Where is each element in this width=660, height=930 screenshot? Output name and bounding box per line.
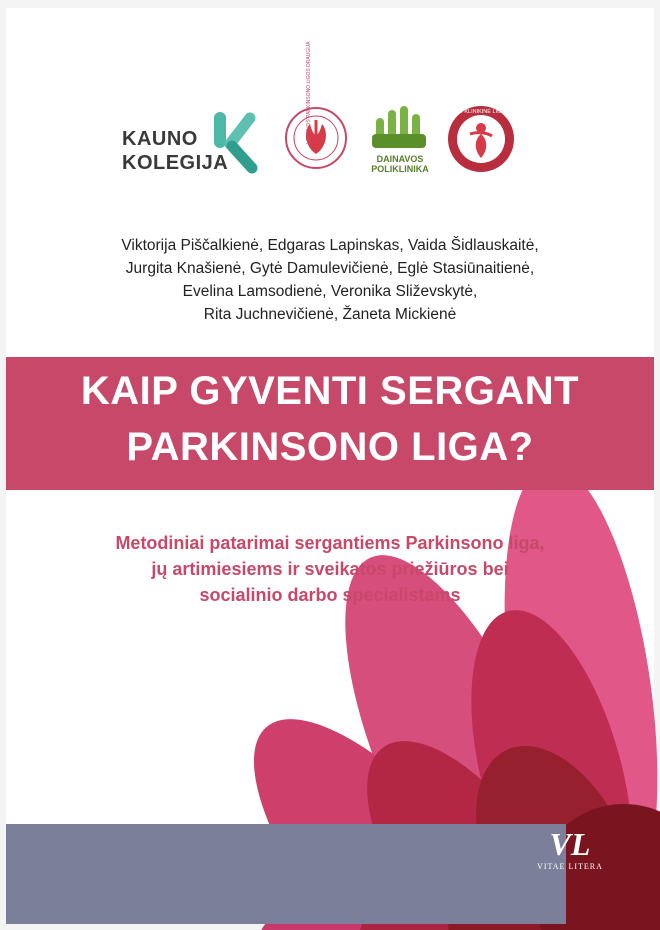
title-band xyxy=(6,357,654,490)
plla-ring-text: LIETUVOS PARKINSONO LIGOS DRAUGIJA xyxy=(306,41,312,144)
k-mark-icon xyxy=(210,108,260,178)
vl-text: VITAE LITERA xyxy=(537,862,603,871)
title-line-1: KAIP GYVENTI SERGANT xyxy=(80,369,580,413)
vitae-litera-logo xyxy=(530,826,610,886)
kk-logo-line2: KOLEGIJA xyxy=(122,152,229,174)
author-line: Jurgita Knašienė, Gytė Damulevičienė, Eglė Stasiūnaitienė, xyxy=(125,260,535,277)
author-line: Viktorija Piščalkienė, Edgaras Lapinskas, Vaida Šidlauskaitė, xyxy=(121,237,539,254)
dainavos-line2: POLIKLINIKA xyxy=(371,164,429,174)
subtitle xyxy=(6,530,654,608)
logos-row xyxy=(6,41,654,198)
authors xyxy=(6,234,654,326)
subtitle-line: socialinio darbo specialistams xyxy=(199,585,461,605)
kauno-kolegija-logo xyxy=(118,108,258,188)
hands-icon xyxy=(370,104,430,152)
book-cover xyxy=(6,8,654,924)
dainavos-line1: DAINAVOS xyxy=(376,154,424,164)
subtitle-line: jų artimiesiems ir sveikatos priežiūros bei xyxy=(151,559,509,579)
dainavos-logo xyxy=(370,104,430,178)
plla-logo xyxy=(274,41,354,176)
kkl-ring-text: KAUNO KLINIKINĖ LIGONINĖ xyxy=(443,109,519,115)
author-line: Rita Juchnevičienė, Žaneta Mickienė xyxy=(203,306,457,323)
kauno-klinikine-logo xyxy=(443,104,519,174)
author-line: Evelina Lamsodienė, Veronika Sliževskytė, xyxy=(182,283,478,300)
kk-logo-line1: KAUNO xyxy=(122,128,198,150)
title-line-2: PARKINSONO LIGA? xyxy=(126,425,534,469)
vl-mark: VL xyxy=(549,826,591,862)
subtitle-line: Metodiniai patarimai sergantiems Parkinsono liga, xyxy=(115,533,545,553)
grey-band xyxy=(6,824,566,924)
